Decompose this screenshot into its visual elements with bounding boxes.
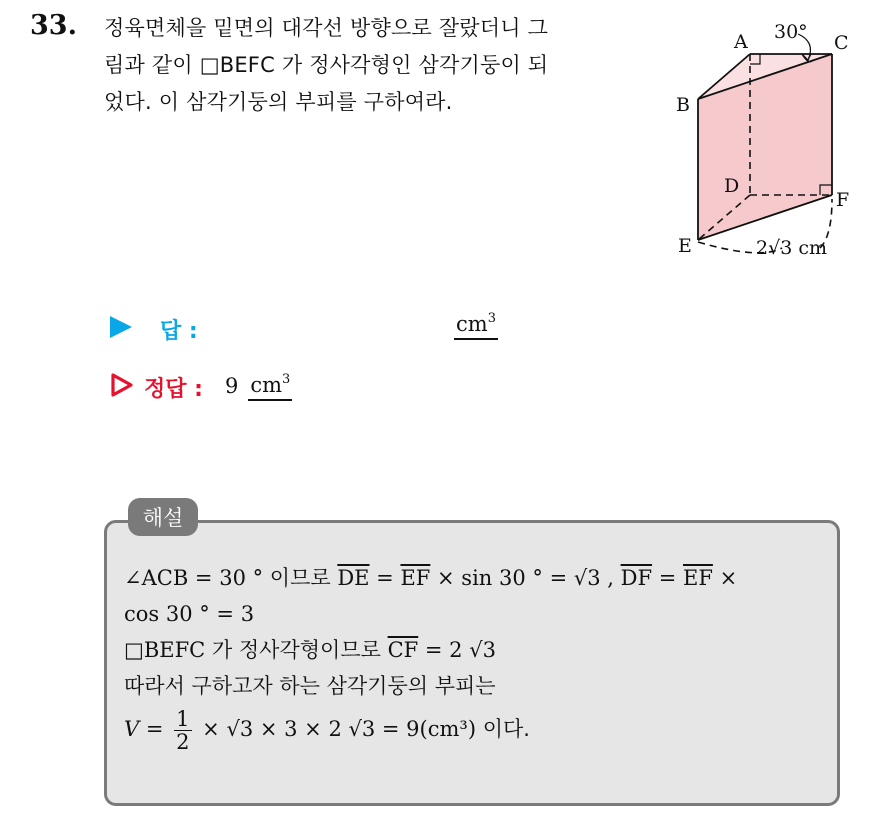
label-c: C <box>834 32 849 54</box>
fraction: $\frac{1}{2}$ <box>176 707 190 754</box>
question-line: 었다. 이 삼각기둥의 부피를 구하여라. <box>104 90 453 114</box>
label-d: D <box>724 175 740 197</box>
question-text <box>104 10 649 121</box>
correct-answer-label: 정답 : <box>144 377 203 402</box>
correct-answer-value: 9 <box>224 374 239 398</box>
question-number: 33. <box>30 10 77 41</box>
label-f: F <box>836 189 850 211</box>
explanation-line: 따라서 구하고자 하는 삼각기둥의 부피는 <box>124 674 496 698</box>
correct-answer-unit: $cm^3$ <box>248 372 292 401</box>
correct-answer-row <box>110 370 292 403</box>
question-line: 정육면체을 밑면의 대각선 방향으로 잘랐더니 그 <box>104 16 549 40</box>
question-line: 림과 같이 □BEFC 가 정사각형인 삼각기둥이 되 <box>104 53 549 77</box>
explanation-line: □BEFC 가 정사각형이므로 $\overline{CF} = 2$ √3 <box>124 638 496 662</box>
label-a: A <box>734 31 748 53</box>
label-e: E <box>678 235 692 257</box>
play-icon <box>110 316 132 338</box>
angle-label: 30° <box>774 21 808 43</box>
answer-label: 답 : <box>160 319 198 344</box>
explanation-line: cos 30 ° = 3 <box>124 602 255 626</box>
explanation-tab: 해설 <box>128 498 198 536</box>
explanation-body <box>124 560 834 753</box>
play-outline-icon <box>110 372 134 398</box>
length-label: 2√3 cm <box>756 237 827 259</box>
explanation-line: V = $\frac{1}{2}$ × √3 × 3 × 2 √3 = 9(cm³) 이다. <box>124 707 530 754</box>
prism-figure <box>670 16 870 261</box>
explanation-line: ∠ACB = 30 ° 이므로 $\overline{DE} = \overline{EF} \times \sin 30$ ° = √3 , $\overline{DF} = \overline{EF}$ × <box>124 566 738 590</box>
label-b: B <box>676 94 690 116</box>
answer-row <box>110 312 198 345</box>
answer-unit: $cm^3$ <box>454 311 498 340</box>
